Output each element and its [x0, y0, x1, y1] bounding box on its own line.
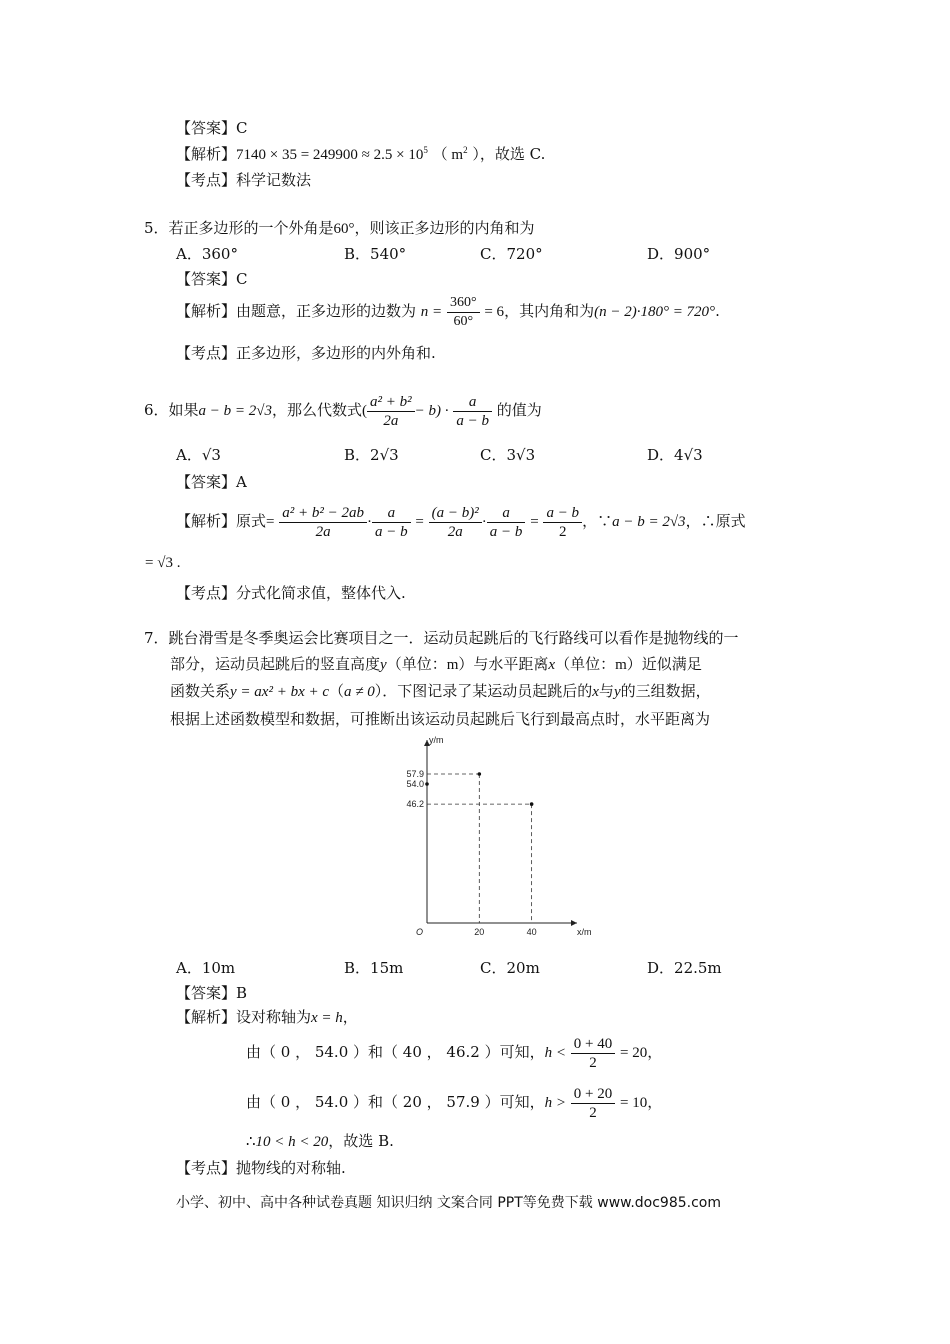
- q6-option-c: C．3√3: [480, 446, 536, 464]
- q5-stem-angle: 60°: [333, 221, 355, 237]
- q6-g3-den: 2a: [447, 523, 463, 540]
- q4-point: 【考点】科学记数法: [176, 171, 312, 189]
- q7-step2-den: 2: [589, 1104, 597, 1121]
- q7-analysis-b: ，: [342, 1008, 358, 1026]
- q6-eq1: =: [266, 514, 275, 530]
- q7-line2-b: （单位：: [386, 655, 447, 673]
- q7-step3-b: ，故选 B.: [328, 1132, 394, 1150]
- q7-option-b: B．15m: [344, 959, 404, 977]
- q6-g4-den: a − b: [489, 523, 523, 540]
- q7-line2-e: ）近似满足: [626, 655, 702, 673]
- q7-step2-frac: [571, 1085, 615, 1122]
- q7-line2-x: x: [548, 657, 556, 673]
- q6-g1: [279, 504, 367, 541]
- q5-option-d: D．900°: [647, 245, 711, 263]
- q4-analysis-tail: ），故选 C.: [467, 145, 546, 163]
- q4-analysis-exp: 5: [423, 145, 428, 155]
- q6-option-a: A．√3: [176, 446, 221, 464]
- q5-frac-lhs: n =: [420, 304, 443, 320]
- y-axis-label: y/m: [429, 735, 444, 745]
- q5-frac-rhs: = 6: [484, 304, 505, 320]
- footer-url[interactable]: www.doc985.com: [597, 1195, 721, 1211]
- y-tick-label: 54.0: [406, 779, 424, 790]
- q7-chart: [395, 735, 592, 943]
- q6-fraction-1: [367, 393, 415, 430]
- q6-stem-a: 6．如果: [144, 401, 199, 419]
- origin-label: O: [416, 927, 424, 937]
- q6-g4-num: a: [487, 504, 526, 523]
- q5-answer: 【答案】C: [176, 270, 248, 288]
- q7-line1: 7．跳台滑雪是冬季奥运会比赛项目之一．运动员起跳后的飞行路线可以看作是抛物线的一: [144, 629, 739, 647]
- q5-fraction: [447, 294, 480, 331]
- q5-stem-b: ，则该正多边形的内角和为: [354, 219, 535, 237]
- q7-step1-rhs: = 20: [619, 1045, 648, 1061]
- q7-step2: [246, 1084, 662, 1122]
- q4-analysis: [176, 143, 545, 164]
- x-axis-label: x/m: [577, 927, 592, 937]
- q6-f1-den: 2a: [383, 412, 399, 429]
- q6-eq3: =: [530, 514, 539, 530]
- q6-answer: 【答案】A: [176, 473, 247, 491]
- q7-point: 【考点】抛物线的对称轴.: [176, 1159, 346, 1177]
- q5-frac-den: 60°: [453, 313, 474, 329]
- x-axis-arrow: [571, 920, 577, 926]
- q7-answer: 【答案】B: [176, 984, 248, 1002]
- q6-g5: [543, 504, 582, 541]
- q6-analysis-b: ，∵: [582, 512, 613, 530]
- q5-option-c: C．720°: [480, 245, 543, 263]
- q6-stem: [144, 388, 542, 433]
- q7-option-d: D．22.5m: [647, 959, 722, 977]
- q6-dot2: ·: [481, 514, 487, 530]
- q6-g5-den: 2: [559, 523, 567, 540]
- q5-stem: [144, 217, 535, 238]
- q6-eq2: =: [415, 514, 424, 530]
- q7-step1-lhs: h <: [544, 1045, 566, 1061]
- q7-step1-end: ，: [647, 1043, 663, 1061]
- q5-point: 【考点】正多边形，多边形的内外角和.: [176, 344, 436, 362]
- q5-analysis: [176, 293, 720, 331]
- q6-g2-den: a − b: [375, 523, 408, 540]
- q6-f2-num: a: [453, 393, 492, 412]
- q7-step1-frac: [571, 1035, 615, 1072]
- q6-g2-num: a: [372, 504, 411, 523]
- q7-step2-lhs: h >: [544, 1095, 566, 1111]
- q4-answer: 【答案】C: [176, 119, 248, 137]
- q7-line3-d: 与: [598, 682, 614, 700]
- q6-g5-num: a − b: [543, 504, 582, 523]
- data-point: [425, 782, 429, 786]
- q7-line3-y: y: [613, 684, 621, 700]
- q7-step2-num: 0 + 20: [571, 1085, 615, 1104]
- q5-analysis-expr: (n − 2)·180° = 720°: [594, 304, 716, 320]
- q7-option-a: A．10m: [176, 959, 236, 977]
- q7-step1-num: 0 + 40: [571, 1035, 615, 1054]
- q6-g1-den: 2a: [315, 523, 331, 540]
- data-point: [530, 802, 534, 806]
- q6-f1-num: a² + b²: [367, 393, 415, 412]
- q7-step2-a: 由（ 0 ， 54.0 ）和（ 20 ， 57.9 ）可知，: [246, 1093, 545, 1111]
- q7-line3-b: （: [329, 682, 345, 700]
- q5-analysis-end: .: [715, 302, 720, 320]
- q6-stem-c: 的值为: [496, 401, 542, 419]
- q7-analysis-a: 【解析】设对称轴为: [176, 1008, 312, 1026]
- q4-analysis-expr: 7140 × 35 = 249900 ≈ 2.5 × 10: [236, 147, 424, 163]
- q5-stem-a: 5．若正多边形的一个外角是: [144, 219, 334, 237]
- q7-line2: [170, 653, 702, 674]
- q7-step2-rhs: = 10: [619, 1095, 648, 1111]
- q7-line2-c: ）与水平距离: [458, 655, 549, 673]
- q5-analysis-a: 【解析】由题意，正多边形的边数为: [176, 302, 417, 320]
- q6-g4: [487, 504, 526, 541]
- q6-analysis-result: = √3 .: [145, 555, 181, 571]
- q7-option-c: C．20m: [480, 959, 540, 977]
- q7-line2-a: 部分，运动员起跳后的竖直高度: [170, 655, 381, 673]
- y-tick-label: 57.9: [406, 768, 424, 779]
- footer-text: 小学、初中、高中各种试卷真题 知识归纳 文案合同 PPT等免费下载: [176, 1195, 593, 1211]
- q7-line2-y: y: [380, 657, 387, 673]
- q6-g3-num: (a − b)²: [429, 504, 482, 523]
- q6-analysis-a: 【解析】原式: [176, 512, 267, 530]
- q6-cond: a − b = 2√3: [198, 403, 273, 419]
- q7-step3-a: ∴: [246, 1132, 256, 1150]
- footer: [176, 1192, 721, 1212]
- q6-expr-open: (: [362, 403, 368, 419]
- q7-step1-a: 由（ 0 ， 54.0 ）和（ 40 ， 46.2 ）可知，: [246, 1043, 545, 1061]
- q7-line3-a: 函数关系: [170, 682, 231, 700]
- q6-cond2: a − b = 2√3: [612, 514, 686, 530]
- q7-step3-expr: 10 < h < 20: [255, 1134, 329, 1150]
- q6-expr-mid: − b) ·: [414, 403, 449, 419]
- q7-line3-f: y = ax² + bx + c: [230, 684, 330, 700]
- q7-line2-d: （单位：: [555, 655, 616, 673]
- q5-option-a: A．360°: [176, 245, 238, 263]
- q7-step1: [246, 1034, 662, 1072]
- q7-line3-x: x: [592, 684, 599, 700]
- q6-point: 【考点】分式化简求值，整体代入.: [176, 584, 406, 602]
- q7-step3: [246, 1130, 394, 1151]
- q7-line3-e: 的三组数据，: [620, 682, 711, 700]
- q7-step1-den: 2: [589, 1054, 597, 1071]
- x-tick-label: 20: [474, 927, 485, 937]
- q7-analysis-sym: x = h: [311, 1010, 343, 1026]
- q6-dot1: ·: [367, 514, 373, 530]
- q7-line3-cond: a ≠ 0: [344, 684, 375, 700]
- q7-line3-c: ）．下图记录了某运动员起跳后的: [374, 682, 593, 700]
- q6-g2: [372, 504, 411, 541]
- q7-step2-end: ，: [647, 1093, 663, 1111]
- data-point: [478, 772, 482, 776]
- q4-analysis-unit: （ m: [432, 147, 464, 163]
- q6-analysis: [176, 499, 806, 544]
- q6-g1-num: a² + b² − 2ab: [279, 504, 367, 523]
- q6-option-b: B．2√3: [344, 446, 399, 464]
- q6-fraction-2: [453, 393, 492, 430]
- q6-g3: [429, 504, 482, 541]
- q7-line4: 根据上述函数模型和数据，可推断出该运动员起跳后飞行到最高点时，水平距离为: [170, 710, 711, 728]
- q7-line3: [170, 680, 711, 701]
- q4-analysis-unit-exp: 2: [463, 145, 468, 155]
- q7-line2-m2: m: [615, 657, 627, 673]
- q4-analysis-label: 【解析】: [176, 145, 237, 163]
- q6-option-d: D．4√3: [647, 446, 703, 464]
- y-tick-label: 46.2: [406, 799, 424, 810]
- q7-analysis: [176, 1006, 358, 1027]
- x-tick-label: 40: [526, 927, 537, 937]
- q5-analysis-b: ，其内角和为: [504, 302, 595, 320]
- q5-frac-num: 360°: [447, 294, 480, 313]
- q6-f2-den: a − b: [456, 412, 489, 429]
- q7-line2-m1: m: [446, 657, 459, 673]
- q6-stem-b: ，那么代数式: [272, 401, 363, 419]
- q5-option-b: B．540°: [344, 245, 407, 263]
- q6-analysis-c: ，∴原式: [685, 512, 746, 530]
